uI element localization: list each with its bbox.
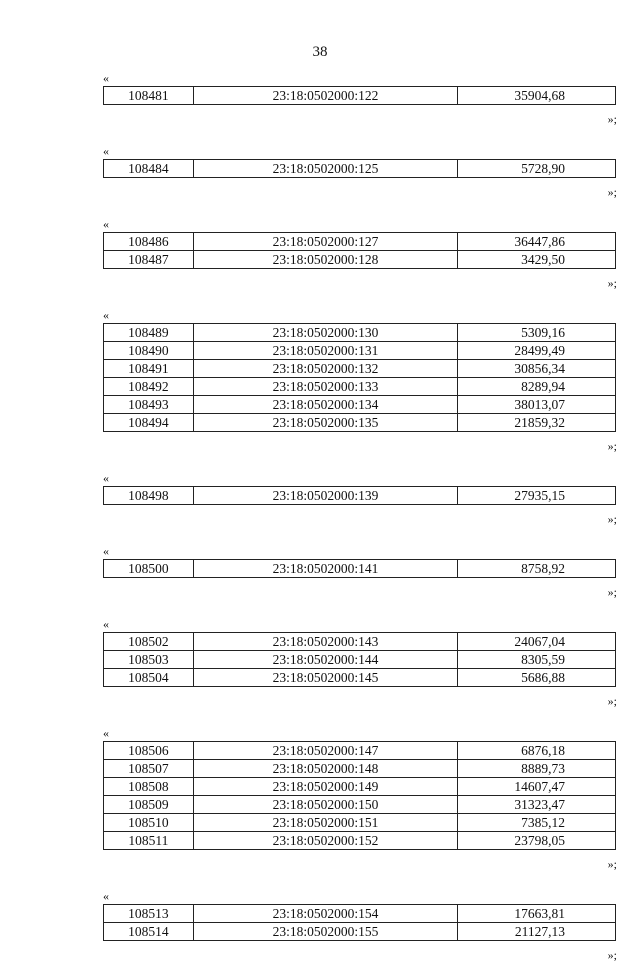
table-row <box>104 360 616 378</box>
parcel-table <box>103 159 616 178</box>
cadastral-number-cell: 23:18:0502000:143 <box>193 633 457 651</box>
table-block <box>103 470 617 543</box>
parcel-id-cell: 108503 <box>104 651 194 669</box>
parcel-id-cell: 108506 <box>104 742 194 760</box>
cadastral-number-cell: 23:18:0502000:133 <box>193 378 457 396</box>
parcel-id-cell: 108490 <box>104 342 194 360</box>
block-spacer <box>103 529 617 543</box>
area-cell: 24067,04 <box>458 633 616 651</box>
area-cell: 8758,92 <box>458 560 616 578</box>
cadastral-number-cell: 23:18:0502000:147 <box>193 742 457 760</box>
cadastral-number-cell: 23:18:0502000:135 <box>193 414 457 432</box>
table-block <box>103 543 617 616</box>
table-block <box>103 725 617 888</box>
closing-quote: »; <box>607 948 617 962</box>
block-spacer <box>103 293 617 307</box>
area-cell: 14607,47 <box>458 778 616 796</box>
parcel-id-cell: 108493 <box>104 396 194 414</box>
table-block <box>103 70 617 143</box>
parcel-table <box>103 486 616 505</box>
table-row <box>104 796 616 814</box>
opening-quote: « <box>103 889 109 903</box>
table-row <box>104 414 616 432</box>
area-cell: 8889,73 <box>458 760 616 778</box>
table-row <box>104 487 616 505</box>
cadastral-number-cell: 23:18:0502000:127 <box>193 233 457 251</box>
table-row <box>104 651 616 669</box>
table-row <box>104 669 616 687</box>
cadastral-number-cell: 23:18:0502000:151 <box>193 814 457 832</box>
area-cell: 5686,88 <box>458 669 616 687</box>
area-cell: 31323,47 <box>458 796 616 814</box>
opening-quote: « <box>103 617 109 631</box>
block-spacer <box>103 711 617 725</box>
parcel-table <box>103 232 616 269</box>
area-cell: 23798,05 <box>458 832 616 850</box>
block-spacer <box>103 602 617 616</box>
parcel-id-cell: 108484 <box>104 160 194 178</box>
area-cell: 8289,94 <box>458 378 616 396</box>
table-row <box>104 832 616 850</box>
closing-quote: »; <box>607 112 617 126</box>
cadastral-number-cell: 23:18:0502000:125 <box>193 160 457 178</box>
parcel-id-cell: 108513 <box>104 905 194 923</box>
parcel-id-cell: 108507 <box>104 760 194 778</box>
parcel-id-cell: 108489 <box>104 324 194 342</box>
parcel-table <box>103 741 616 850</box>
block-spacer <box>103 456 617 470</box>
opening-quote: « <box>103 726 109 740</box>
parcel-table <box>103 632 616 687</box>
closing-quote: »; <box>607 276 617 290</box>
area-cell: 17663,81 <box>458 905 616 923</box>
cadastral-number-cell: 23:18:0502000:154 <box>193 905 457 923</box>
area-cell: 21859,32 <box>458 414 616 432</box>
table-row <box>104 378 616 396</box>
table-row <box>104 160 616 178</box>
area-cell: 6876,18 <box>458 742 616 760</box>
cadastral-number-cell: 23:18:0502000:130 <box>193 324 457 342</box>
area-cell: 5309,16 <box>458 324 616 342</box>
cadastral-number-cell: 23:18:0502000:131 <box>193 342 457 360</box>
table-row <box>104 633 616 651</box>
closing-quote: »; <box>607 694 617 708</box>
opening-quote: « <box>103 71 109 85</box>
cadastral-number-cell: 23:18:0502000:148 <box>193 760 457 778</box>
parcel-id-cell: 108498 <box>104 487 194 505</box>
table-row <box>104 87 616 105</box>
opening-quote: « <box>103 144 109 158</box>
area-cell: 7385,12 <box>458 814 616 832</box>
cadastral-number-cell: 23:18:0502000:122 <box>193 87 457 105</box>
area-cell: 30856,34 <box>458 360 616 378</box>
table-block <box>103 616 617 725</box>
parcel-id-cell: 108510 <box>104 814 194 832</box>
parcel-id-cell: 108514 <box>104 923 194 941</box>
cadastral-number-cell: 23:18:0502000:141 <box>193 560 457 578</box>
parcel-id-cell: 108508 <box>104 778 194 796</box>
area-cell: 27935,15 <box>458 487 616 505</box>
cadastral-number-cell: 23:18:0502000:150 <box>193 796 457 814</box>
cadastral-number-cell: 23:18:0502000:152 <box>193 832 457 850</box>
parcel-table <box>103 904 616 941</box>
table-block <box>103 888 617 965</box>
area-cell: 38013,07 <box>458 396 616 414</box>
cadastral-number-cell: 23:18:0502000:144 <box>193 651 457 669</box>
parcel-table <box>103 86 616 105</box>
table-block <box>103 216 617 307</box>
block-spacer <box>103 129 617 143</box>
parcel-table <box>103 559 616 578</box>
parcel-id-cell: 108502 <box>104 633 194 651</box>
table-row <box>104 923 616 941</box>
table-row <box>104 814 616 832</box>
area-cell: 5728,90 <box>458 160 616 178</box>
block-spacer <box>103 202 617 216</box>
table-row <box>104 560 616 578</box>
parcel-id-cell: 108500 <box>104 560 194 578</box>
parcel-id-cell: 108511 <box>104 832 194 850</box>
cadastral-number-cell: 23:18:0502000:149 <box>193 778 457 796</box>
area-cell: 35904,68 <box>458 87 616 105</box>
parcel-id-cell: 108491 <box>104 360 194 378</box>
opening-quote: « <box>103 217 109 231</box>
area-cell: 8305,59 <box>458 651 616 669</box>
cadastral-number-cell: 23:18:0502000:145 <box>193 669 457 687</box>
opening-quote: « <box>103 544 109 558</box>
area-cell: 3429,50 <box>458 251 616 269</box>
cadastral-number-cell: 23:18:0502000:155 <box>193 923 457 941</box>
table-row <box>104 251 616 269</box>
block-spacer <box>103 874 617 888</box>
parcel-id-cell: 108481 <box>104 87 194 105</box>
opening-quote: « <box>103 308 109 322</box>
parcel-id-cell: 108487 <box>104 251 194 269</box>
area-cell: 21127,13 <box>458 923 616 941</box>
cadastral-number-cell: 23:18:0502000:132 <box>193 360 457 378</box>
table-row <box>104 760 616 778</box>
parcel-table <box>103 323 616 432</box>
table-block <box>103 143 617 216</box>
cadastral-number-cell: 23:18:0502000:128 <box>193 251 457 269</box>
parcel-id-cell: 108486 <box>104 233 194 251</box>
cadastral-number-cell: 23:18:0502000:139 <box>193 487 457 505</box>
table-row <box>104 396 616 414</box>
area-cell: 36447,86 <box>458 233 616 251</box>
table-row <box>104 905 616 923</box>
cadastral-number-cell: 23:18:0502000:134 <box>193 396 457 414</box>
table-row <box>104 342 616 360</box>
closing-quote: »; <box>607 185 617 199</box>
parcel-id-cell: 108494 <box>104 414 194 432</box>
table-block <box>103 307 617 470</box>
table-row <box>104 233 616 251</box>
document-body <box>103 70 617 965</box>
page-number: 38 <box>312 44 328 60</box>
table-row <box>104 324 616 342</box>
area-cell: 28499,49 <box>458 342 616 360</box>
closing-quote: »; <box>607 439 617 453</box>
parcel-id-cell: 108504 <box>104 669 194 687</box>
table-row <box>104 742 616 760</box>
parcel-id-cell: 108509 <box>104 796 194 814</box>
closing-quote: »; <box>607 512 617 526</box>
closing-quote: »; <box>607 585 617 599</box>
closing-quote: »; <box>607 857 617 871</box>
table-row <box>104 778 616 796</box>
parcel-id-cell: 108492 <box>104 378 194 396</box>
opening-quote: « <box>103 471 109 485</box>
